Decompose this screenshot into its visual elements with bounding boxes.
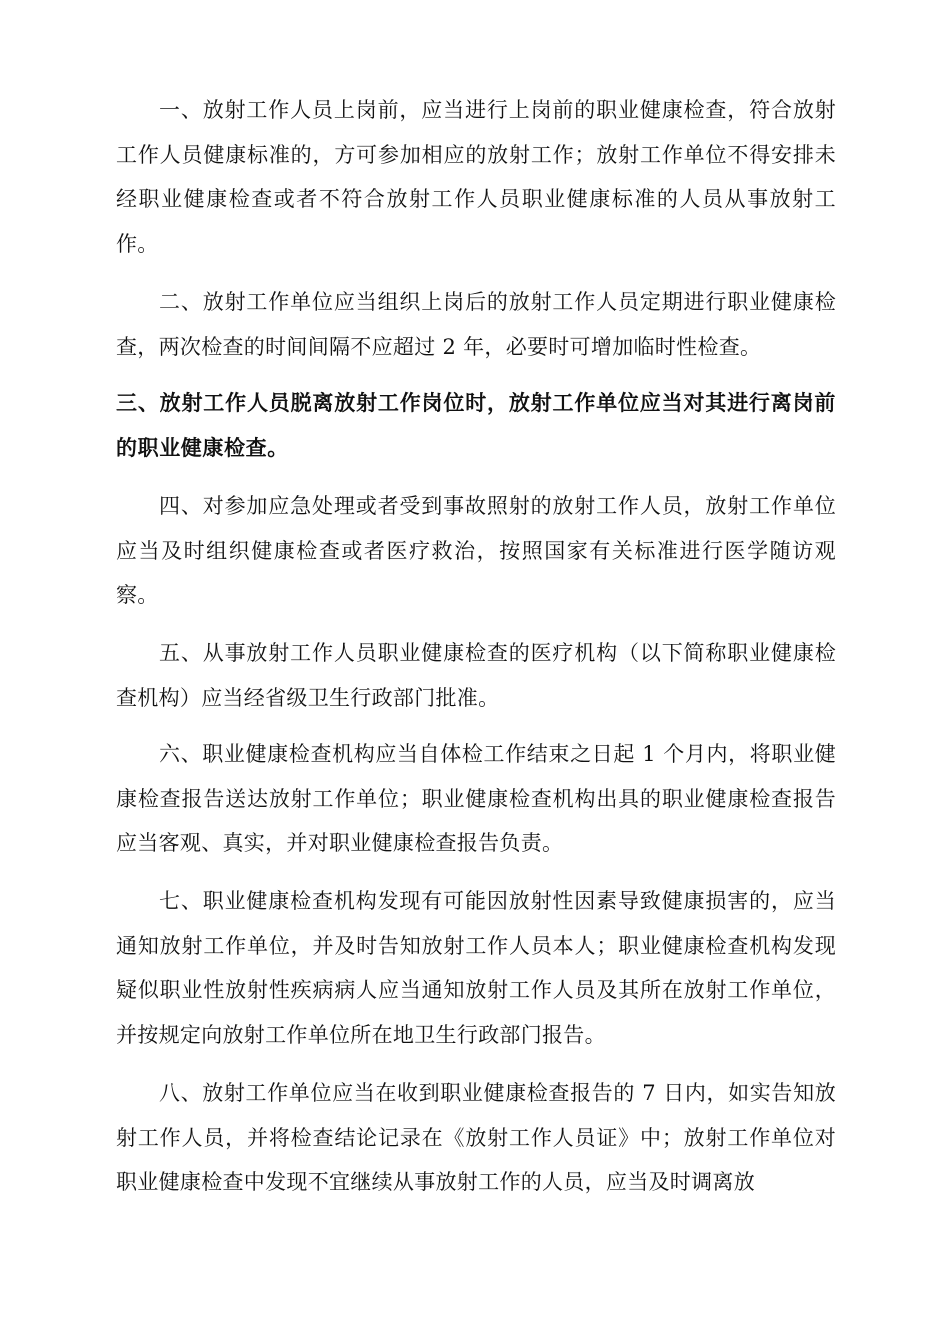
paragraph-5: 五、从事放射工作人员职业健康检查的医疗机构（以下简称职业健康检查机构）应当经省级卫生行政部门批准。 — [116, 641, 836, 710]
paragraph-7: 七、职业健康检查机构发现有可能因放射性因素导致健康损害的，应当通知放射工作单位，并及时告知放射工作人员本人；职业健康检查机构发现疑似职业性放射性疾病病人应当通知放射工作人员及其所在放射工作单位，并按规定向放射工作单位所在地卫生行政部门报告。 — [116, 889, 836, 1047]
paragraph-6: 六、职业健康检查机构应当自体检工作结束之日起 1 个月内，将职业健康检查报告送达放射工作单位；职业健康检查机构出具的职业健康检查报告应当客观、真实，并对职业健康检查报告负责。 — [116, 742, 836, 856]
paragraph-2: 二、放射工作单位应当组织上岗后的放射工作人员定期进行职业健康检查，两次检查的时间间隔不应超过 2 年，必要时可增加临时性检查。 — [116, 290, 836, 359]
paragraph-8: 八、放射工作单位应当在收到职业健康检查报告的 7 日内，如实告知放射工作人员，并将检查结论记录在《放射工作人员证》中；放射工作单位对职业健康检查中发现不宜继续从事放射工作的人员，应当及时调离放 — [116, 1081, 836, 1195]
paragraph-4: 四、对参加应急处理或者受到事故照射的放射工作人员，放射工作单位应当及时组织健康检查或者医疗救治，按照国家有关标准进行医学随访观察。 — [116, 494, 836, 608]
paragraph-1: 一、放射工作人员上岗前，应当进行上岗前的职业健康检查，符合放射工作人员健康标准的，方可参加相应的放射工作；放射工作单位不得安排未经职业健康检查或者不符合放射工作人员职业健康标准的人员从事放射工作。 — [116, 98, 836, 256]
paragraph-3-bold: 三、放射工作人员脱离放射工作岗位时，放射工作单位应当对其进行离岗前的职业健康检查。 — [116, 391, 836, 460]
